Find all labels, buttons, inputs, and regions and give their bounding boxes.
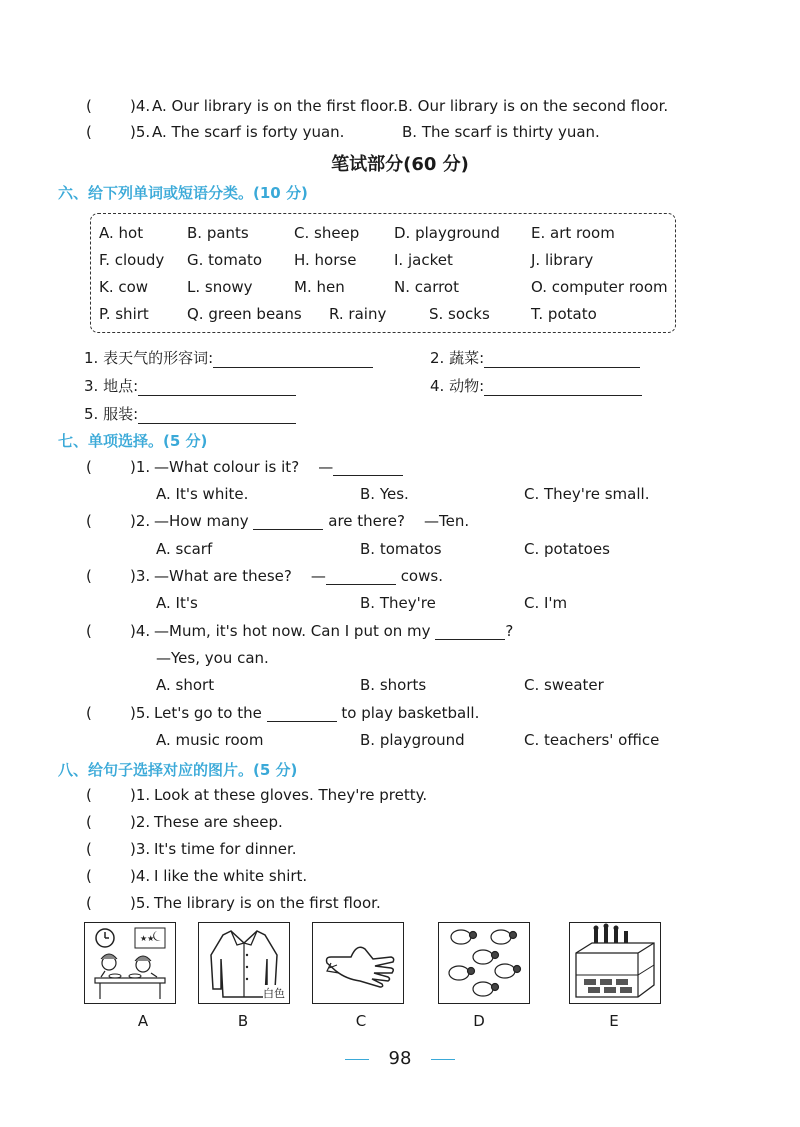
- question-stem: —Mum, it's hot now. Can I put on my ?: [154, 622, 514, 640]
- answer-paren[interactable]: (: [86, 97, 92, 115]
- page-number-dash-right: [431, 1059, 455, 1060]
- category-weather: 1. 表天气的形容词:: [84, 347, 373, 368]
- picture-label-d: D: [473, 1012, 485, 1030]
- word-item: N. carrot: [394, 278, 459, 296]
- answer-blank[interactable]: [484, 351, 640, 368]
- word-item: K. cow: [99, 278, 149, 296]
- sentence-number: )1.: [130, 786, 151, 804]
- word-item: H. horse: [294, 251, 357, 269]
- part-title: 笔试部分(60 分): [331, 154, 469, 175]
- answer-paren[interactable]: (: [86, 458, 92, 476]
- word-item: T. potato: [531, 305, 597, 323]
- word-item: P. shirt: [99, 305, 149, 323]
- category-vegetables: 2. 蔬菜:: [430, 347, 640, 368]
- word-item: O. computer room: [531, 278, 668, 296]
- option-c: C. sweater: [524, 676, 604, 694]
- answer-paren[interactable]: (: [86, 622, 92, 640]
- option-b: B. The scarf is thirty yuan.: [402, 123, 600, 141]
- answer-blank[interactable]: [253, 515, 323, 530]
- sentence-number: )3.: [130, 840, 151, 858]
- option-b: B. They're: [360, 594, 436, 612]
- option-c: C. teachers' office: [524, 731, 660, 749]
- word-item: C. sheep: [294, 224, 360, 242]
- answer-paren[interactable]: (: [86, 813, 92, 831]
- picture-c: [312, 922, 404, 1004]
- section-8-title: 八、给句子选择对应的图片。(5 分): [58, 761, 298, 779]
- answer-paren[interactable]: (: [86, 512, 92, 530]
- question-number: )1.: [130, 458, 151, 476]
- item-number: )4.: [130, 97, 151, 115]
- sentence-text: These are sheep.: [154, 813, 283, 831]
- sentence-number: )2.: [130, 813, 151, 831]
- sentence-text: It's time for dinner.: [154, 840, 297, 858]
- word-item: R. rainy: [329, 305, 387, 323]
- item-number: )5.: [130, 123, 151, 141]
- word-item: J. library: [531, 251, 594, 269]
- picture-e: [569, 922, 661, 1004]
- option-a: A. short: [156, 676, 215, 694]
- option-a: A. The scarf is forty yuan.: [152, 123, 345, 141]
- answer-paren[interactable]: (: [86, 123, 92, 141]
- picture-label-b: B: [237, 1012, 249, 1030]
- word-item: A. hot: [99, 224, 144, 242]
- answer-blank[interactable]: [213, 351, 373, 368]
- option-a: A. It's white.: [156, 485, 249, 503]
- sentence-text: I like the white shirt.: [154, 867, 308, 885]
- question-number: )3.: [130, 567, 151, 585]
- sheep-icon: [439, 923, 529, 1003]
- svg-text:★★: ★★: [140, 934, 155, 943]
- option-b: B. Yes.: [360, 485, 409, 503]
- answer-blank[interactable]: [484, 379, 642, 396]
- item-text: A. Our library is on the first floor.B. Our library is on the second floor.: [152, 97, 669, 115]
- word-item: F. cloudy: [99, 251, 165, 269]
- word-item: G. tomato: [187, 251, 263, 269]
- answer-paren[interactable]: (: [86, 894, 92, 912]
- word-item: E. art room: [531, 224, 615, 242]
- option-c: C. They're small.: [524, 485, 650, 503]
- sentence-text: The library is on the first floor.: [154, 894, 381, 912]
- picture-label-a: A: [137, 1012, 149, 1030]
- category-animals: 4. 动物:: [430, 375, 642, 396]
- shirt-caption: 白色: [263, 987, 285, 1000]
- answer-paren[interactable]: (: [86, 867, 92, 885]
- option-a: A. music room: [156, 731, 264, 749]
- sentence-number: )5.: [130, 894, 151, 912]
- option-a: A. It's: [156, 594, 198, 612]
- answer-blank[interactable]: [435, 625, 505, 640]
- question-number: )5.: [130, 704, 151, 722]
- category-clothes: 5. 服装:: [84, 403, 296, 424]
- word-item: S. socks: [429, 305, 490, 323]
- word-item: M. hen: [294, 278, 345, 296]
- option-b: B. tomatos: [360, 540, 442, 558]
- question-number: )2.: [130, 512, 151, 530]
- picture-label-e: E: [609, 1012, 619, 1030]
- word-item: D. playground: [394, 224, 500, 242]
- sentence-text: Look at these gloves. They're pretty.: [154, 786, 428, 804]
- question-stem: —What are these? — cows.: [154, 567, 443, 585]
- picture-d: [438, 922, 530, 1004]
- answer-blank[interactable]: [138, 407, 296, 424]
- library-building-icon: [570, 923, 660, 1003]
- option-b: B. playground: [360, 731, 465, 749]
- option-c: C. I'm: [524, 594, 568, 612]
- gloves-icon: [313, 923, 403, 1003]
- question-number: )4.: [130, 622, 151, 640]
- category-places: 3. 地点:: [84, 375, 296, 396]
- word-item: I. jacket: [394, 251, 453, 269]
- answer-blank[interactable]: [138, 379, 296, 396]
- question-4-reply: —Yes, you can.: [156, 649, 269, 667]
- answer-paren[interactable]: (: [86, 840, 92, 858]
- answer-paren[interactable]: (: [86, 704, 92, 722]
- question-stem: —How many are there? —Ten.: [154, 512, 470, 530]
- word-item: L. snowy: [187, 278, 253, 296]
- answer-blank[interactable]: [326, 570, 396, 585]
- picture-b: [198, 922, 290, 1004]
- picture-label-c: C: [355, 1012, 367, 1030]
- answer-blank[interactable]: [267, 707, 337, 722]
- option-b: B. shorts: [360, 676, 427, 694]
- option-a: A. scarf: [156, 540, 213, 558]
- section-7-title: 七、单项选择。(5 分): [58, 432, 208, 450]
- word-bank-box: [90, 213, 676, 333]
- word-item: Q. green beans: [187, 305, 302, 323]
- word-item: B. pants: [187, 224, 249, 242]
- page-number: 98: [388, 1048, 412, 1069]
- answer-paren[interactable]: (: [86, 567, 92, 585]
- picture-a: [84, 922, 176, 1004]
- answer-paren[interactable]: (: [86, 786, 92, 804]
- answer-blank[interactable]: [333, 461, 403, 476]
- sentence-number: )4.: [130, 867, 151, 885]
- section-6-title: 六、给下列单词或短语分类。(10 分): [58, 184, 308, 202]
- question-stem: Let's go to the to play basketball.: [154, 704, 480, 722]
- dinner-scene-icon: [85, 923, 175, 1003]
- option-c: C. potatoes: [524, 540, 610, 558]
- question-stem: —What colour is it? —: [154, 458, 403, 476]
